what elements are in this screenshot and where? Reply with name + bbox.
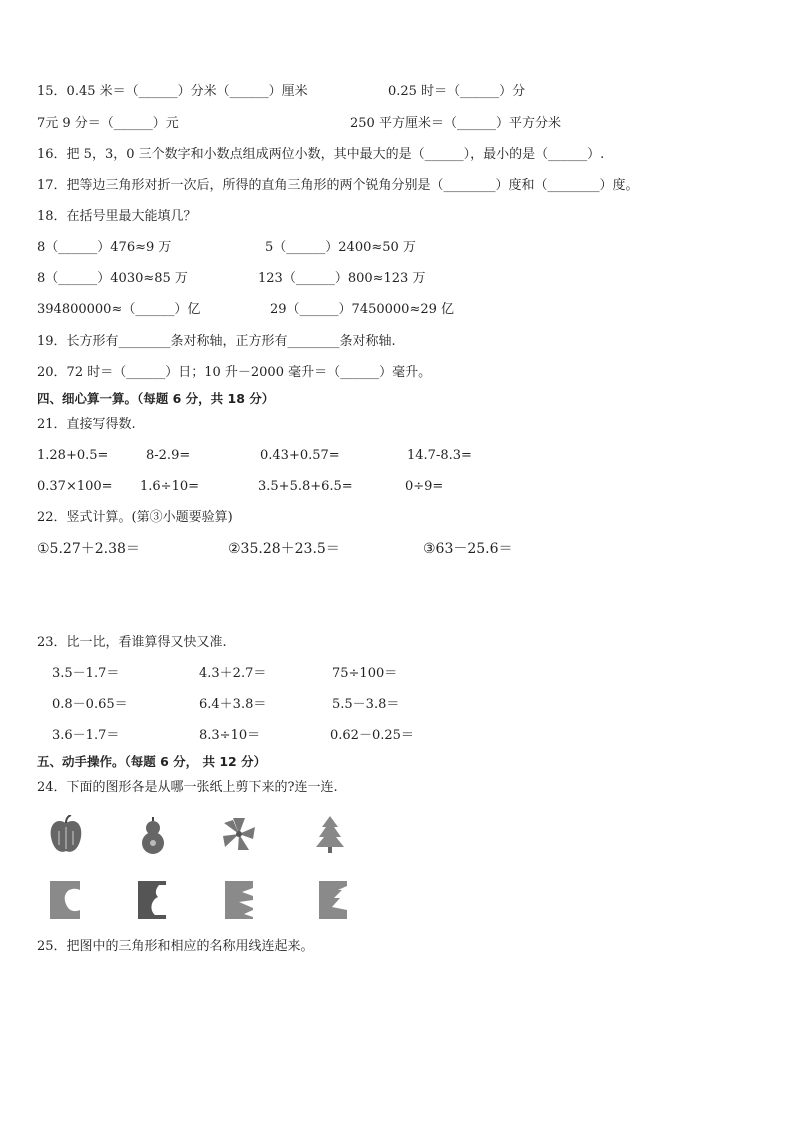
q21-title: 21．直接写得数.: [37, 417, 136, 432]
paper-flower-cut-icon: [224, 880, 254, 920]
q23-item: 6.4＋3.8＝: [199, 697, 267, 712]
q25-text: 25．把图中的三角形和相应的名称用线连起来。: [37, 939, 314, 954]
q18-row2-a: 8（______）4030≈85 万: [37, 271, 188, 286]
q23-title: 23．比一比，看谁算得又快又准.: [37, 635, 227, 650]
paper-apple-cut-icon: [49, 880, 81, 920]
q21-item: 3.5+5.8+6.5=: [258, 479, 353, 494]
q18-row3-b: 29（______）7450000≈29 亿: [270, 302, 455, 317]
q16-text: 16．把 5，3，0 三个数字和小数点组成两位小数，其中最大的是（______），最小的是（______）.: [37, 147, 605, 162]
paper-tree-cut-icon: [318, 880, 348, 920]
q23-item: 3.5－1.7＝: [52, 666, 120, 681]
q21-item: 1.6÷10=: [140, 479, 200, 494]
q21-item: 14.7-8.3=: [407, 448, 472, 463]
q23-item: 5.5－3.8＝: [332, 697, 400, 712]
q23-item: 4.3＋2.7＝: [199, 666, 267, 681]
q22-item: ①5.27＋2.38＝: [37, 541, 140, 557]
paper-gourd-cut-icon: [137, 880, 167, 920]
apple-shape-icon: [48, 815, 84, 855]
q22-item: ③63－25.6＝: [423, 541, 513, 557]
q18-title: 18．在括号里最大能填几？: [37, 209, 197, 224]
section-4-heading: 四、细心算一算。（每题 6 分，共 18 分）: [37, 391, 275, 406]
q18-row3-a: 394800000≈（______）亿: [37, 302, 201, 317]
section-5-heading: 五、动手操作。（每题 6 分， 共 12 分）: [37, 754, 267, 769]
tree-shape-icon: [314, 815, 346, 855]
q23-item: 0.62－0.25＝: [330, 728, 414, 743]
q23-item: 0.8－0.65＝: [52, 697, 128, 712]
q19-text: 19．长方形有________条对称轴，正方形有________条对称轴.: [37, 334, 396, 349]
q23-item: 3.6－1.7＝: [52, 728, 120, 743]
q23-item: 75÷100＝: [332, 666, 398, 681]
flower-shape-icon: [221, 815, 257, 853]
q22-title: 22．竖式计算。(第③小题要验算): [37, 510, 233, 525]
q21-item: 8-2.9=: [146, 448, 191, 463]
q18-row1-a: 8（______）476≈9 万: [37, 240, 172, 255]
q21-item: 1.28+0.5=: [37, 448, 109, 463]
q18-row1-b: 5（______）2400≈50 万: [265, 240, 416, 255]
q18-row2-b: 123（______）800≈123 万: [258, 271, 426, 286]
q15-part-a: 15．0.45 米＝（______）分米（______）厘米: [37, 84, 308, 99]
q23-item: 8.3÷10＝: [199, 728, 261, 743]
q21-item: 0.37×100=: [37, 479, 113, 494]
q22-item: ②35.28＋23.5＝: [228, 541, 340, 557]
q15-part-d: 250 平方厘米＝（______）平方分米: [350, 116, 561, 131]
q20-text: 20．72 时＝（______）日；10 升－2000 毫升＝（______）毫升。: [37, 365, 432, 380]
q15-part-b: 0.25 时＝（______）分: [388, 84, 526, 99]
q17-text: 17．把等边三角形对折一次后，所得的直角三角形的两个锐角分别是（________）度和（________）度。: [37, 178, 639, 193]
q21-item: 0.43+0.57=: [260, 448, 340, 463]
q21-item: 0÷9=: [405, 479, 444, 494]
q24-text: 24．下面的图形各是从哪一张纸上剪下来的?连一连.: [37, 780, 338, 795]
q15-part-c: 7元 9 分＝（______）元: [37, 116, 179, 131]
gourd-shape-icon: [137, 815, 169, 855]
